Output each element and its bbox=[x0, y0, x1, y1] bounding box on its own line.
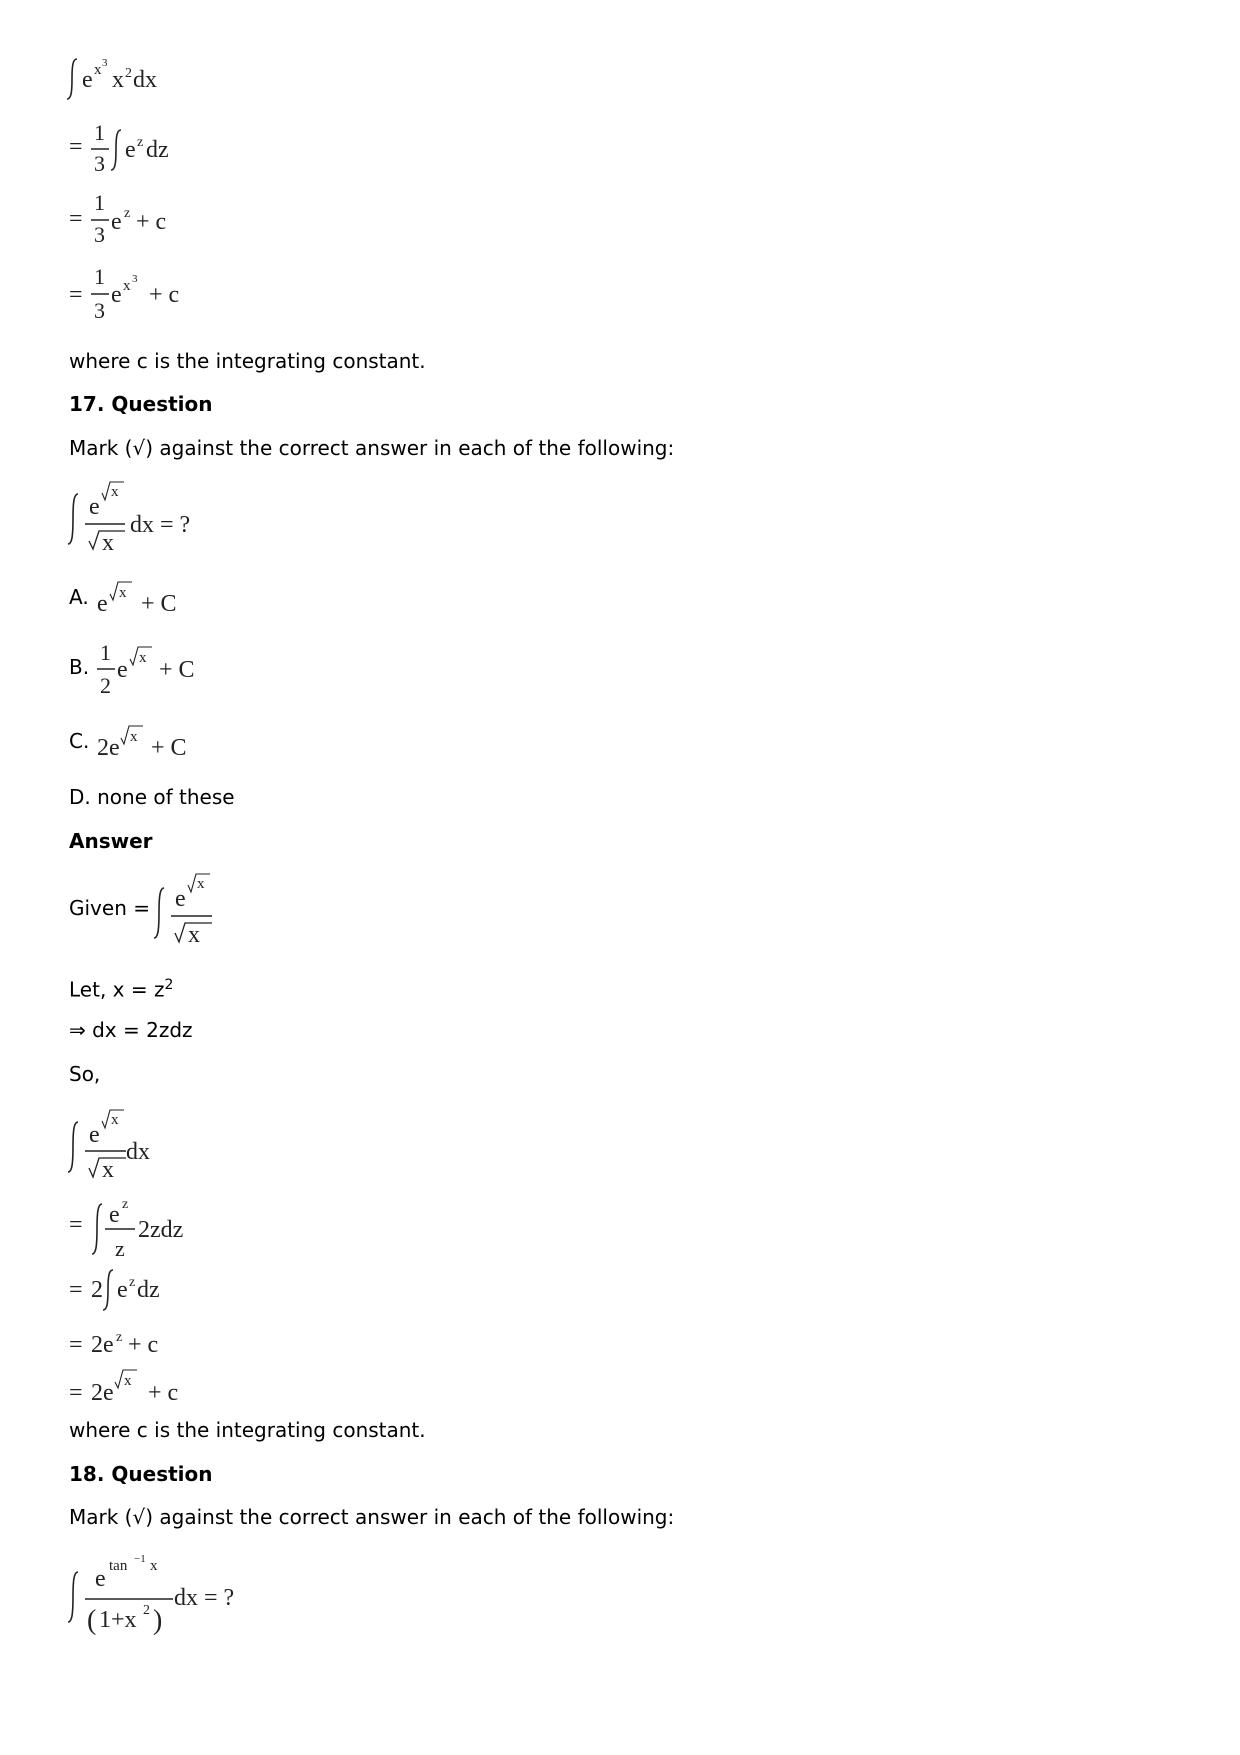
svg-text:1: 1 bbox=[100, 640, 111, 665]
question-instruction: Mark (√) against the correct answer in each of the following: bbox=[69, 436, 675, 460]
svg-text:=: = bbox=[69, 1277, 83, 1303]
svg-text:x: x bbox=[150, 1558, 158, 1574]
svg-text:+ c: + c bbox=[149, 282, 180, 308]
svg-text:3: 3 bbox=[94, 151, 105, 176]
solution-line-3 bbox=[69, 1262, 189, 1318]
svg-text:e: e bbox=[97, 591, 108, 617]
svg-text:x: x bbox=[111, 484, 119, 500]
so-line: So, bbox=[69, 1062, 101, 1086]
question-heading bbox=[69, 392, 213, 416]
svg-text:x: x bbox=[188, 922, 200, 948]
svg-text:2: 2 bbox=[125, 66, 132, 81]
answer-heading-text: Answer bbox=[69, 829, 153, 853]
svg-text:+ c: + c bbox=[128, 1332, 159, 1358]
solution-line-1 bbox=[69, 1104, 179, 1188]
option-a-label: A. bbox=[69, 585, 89, 609]
svg-text:=: = bbox=[69, 282, 83, 308]
svg-text:z: z bbox=[129, 1275, 136, 1290]
svg-text:e: e bbox=[125, 137, 136, 163]
svg-text:e: e bbox=[117, 657, 128, 683]
svg-text:2zdz: 2zdz bbox=[138, 1217, 184, 1243]
svg-text:e: e bbox=[175, 886, 186, 912]
answer-heading bbox=[69, 829, 153, 853]
substitution-line bbox=[69, 973, 173, 1002]
svg-text:2e: 2e bbox=[97, 735, 120, 761]
svg-text:tan: tan bbox=[109, 1558, 128, 1574]
svg-text:=: = bbox=[69, 1380, 83, 1406]
svg-text:z: z bbox=[116, 1330, 123, 1345]
svg-text:=: = bbox=[69, 1332, 83, 1358]
svg-text:+ C: + C bbox=[159, 657, 195, 683]
svg-text:x: x bbox=[130, 729, 138, 745]
svg-text:3: 3 bbox=[94, 298, 105, 323]
svg-text:x: x bbox=[119, 585, 127, 601]
svg-text:+ c: + c bbox=[148, 1380, 179, 1406]
svg-text:x: x bbox=[124, 1373, 132, 1389]
svg-text:1: 1 bbox=[94, 190, 105, 215]
svg-text:dx: dx bbox=[126, 1139, 150, 1165]
svg-text:e: e bbox=[95, 1566, 106, 1592]
question-integral-etan bbox=[69, 1548, 269, 1644]
differential-line: ⇒ dx = 2zdz bbox=[69, 1018, 193, 1042]
svg-text:+ c: + c bbox=[136, 209, 167, 235]
constant-note-2: where c is the integrating constant. bbox=[69, 1418, 426, 1442]
svg-text:): ) bbox=[153, 1605, 163, 1636]
svg-text:+ C: + C bbox=[151, 735, 187, 761]
svg-text:2: 2 bbox=[91, 1277, 103, 1303]
svg-text:e: e bbox=[82, 67, 93, 93]
svg-text:x: x bbox=[102, 530, 114, 556]
option-a[interactable] bbox=[95, 578, 205, 620]
option-b-label: B. bbox=[69, 655, 90, 679]
question-instruction-18: Mark (√) against the correct answer in each of the following: bbox=[69, 1505, 675, 1529]
svg-text:−1: −1 bbox=[134, 1553, 146, 1565]
svg-text:x: x bbox=[139, 650, 147, 666]
svg-text:x: x bbox=[197, 876, 205, 892]
svg-text:z: z bbox=[122, 1197, 129, 1212]
option-c-label: C. bbox=[69, 729, 90, 753]
substitution-text: Let, x = z bbox=[69, 977, 165, 1002]
svg-text:x: x bbox=[94, 62, 102, 78]
math-line-third-ez bbox=[69, 190, 209, 253]
solution-line-5 bbox=[69, 1366, 199, 1412]
svg-text:=: = bbox=[69, 134, 83, 160]
svg-text:e: e bbox=[109, 1202, 120, 1228]
svg-text:dz: dz bbox=[146, 137, 169, 163]
svg-text:=: = bbox=[69, 1212, 83, 1238]
given-expression bbox=[155, 868, 235, 952]
svg-text:x: x bbox=[111, 1112, 119, 1128]
svg-text:e: e bbox=[89, 1122, 100, 1148]
svg-text:z: z bbox=[124, 206, 131, 221]
svg-text:x: x bbox=[112, 67, 124, 93]
svg-text:1: 1 bbox=[94, 120, 105, 145]
solution-line-4 bbox=[69, 1322, 189, 1366]
given-label: Given = bbox=[69, 896, 150, 920]
math-line-third-integral bbox=[69, 120, 209, 180]
svg-text:dx = ?: dx = ? bbox=[174, 1585, 235, 1611]
option-d[interactable]: D. none of these bbox=[69, 785, 235, 809]
svg-text:z: z bbox=[137, 135, 144, 150]
question-heading-text: 17. Question bbox=[69, 392, 213, 416]
svg-text:e: e bbox=[117, 1277, 128, 1303]
svg-text:2: 2 bbox=[143, 1603, 150, 1618]
svg-text:dx: dx bbox=[133, 67, 157, 93]
svg-text:2e: 2e bbox=[91, 1380, 114, 1406]
svg-text:=: = bbox=[69, 206, 83, 232]
svg-text:3: 3 bbox=[94, 222, 105, 247]
question-integral-esqrtx bbox=[69, 478, 219, 558]
option-b[interactable] bbox=[95, 637, 225, 703]
math-line-integral-ex3x2 bbox=[69, 55, 209, 105]
svg-text:dx = ?: dx = ? bbox=[130, 512, 191, 538]
svg-text:3: 3 bbox=[132, 273, 138, 285]
svg-text:1+x: 1+x bbox=[99, 1607, 137, 1633]
solution-line-2 bbox=[69, 1188, 209, 1268]
svg-text:x: x bbox=[123, 278, 131, 294]
svg-text:2: 2 bbox=[100, 673, 111, 698]
svg-text:3: 3 bbox=[102, 57, 108, 69]
substitution-exponent: 2 bbox=[164, 977, 174, 993]
svg-text:e: e bbox=[89, 494, 100, 520]
svg-text:dz: dz bbox=[137, 1277, 160, 1303]
svg-text:(: ( bbox=[87, 1605, 97, 1636]
svg-text:1: 1 bbox=[94, 264, 105, 289]
svg-text:x: x bbox=[102, 1157, 114, 1183]
svg-text:z: z bbox=[115, 1236, 125, 1261]
option-c[interactable] bbox=[95, 720, 215, 762]
constant-note: where c is the integrating constant. bbox=[69, 349, 426, 373]
svg-text:e: e bbox=[111, 282, 122, 308]
svg-text:e: e bbox=[111, 209, 122, 235]
math-line-third-ex3 bbox=[69, 266, 229, 328]
svg-text:+ C: + C bbox=[141, 591, 177, 617]
svg-text:2e: 2e bbox=[91, 1332, 114, 1358]
question-heading-18 bbox=[69, 1462, 213, 1486]
question-heading-18-text: 18. Question bbox=[69, 1462, 213, 1486]
